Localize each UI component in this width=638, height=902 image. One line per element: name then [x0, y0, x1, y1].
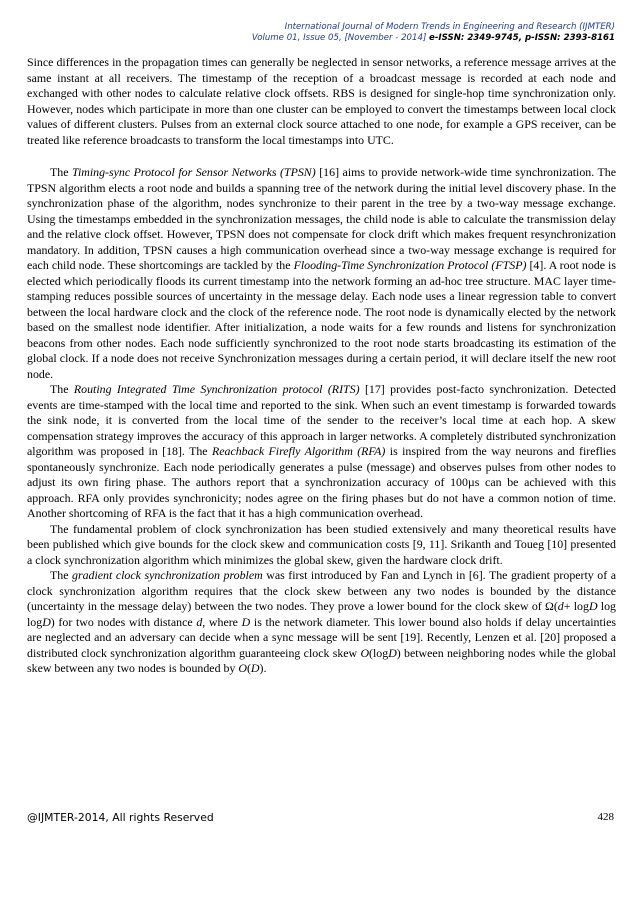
text-run: The [50, 165, 72, 179]
text-run: , where [202, 614, 242, 629]
paragraph-rits-rfa [27, 382, 616, 522]
text-run: is inspired from the way neurons and fireflies spontaneously synchronize. Each node periodically generates a pulse (message) and observes pulses from other nodes to adjust its own firing phase. The authors report that a synchronization accuracy of 100µs can be achieved with this approach. RFA only provides synchronicity; nodes agree on the firing phases but do not have a common notion of time. Another shortcoming of RFA is the fact that it has a high communication overhead. [27, 444, 616, 520]
paragraph-rbs: Since differences in the propagation times can generally be neglected in sensor networks, a reference message arrives at the same instant at all receivers. The timestamp of the reception of a broadcast message is recorded at each node and exchanged with other nodes to calculate relative clock offsets. RBS is designed for single-hop time synchronization only. However, nodes which participate in more than one cluster can be employed to convert the timestamps between local clock values of different clusters. Pulses from an external clock source attached to one node, for example a GPS receiver, can be treated like reference broadcasts to transform the local timestamps into UTC. [27, 55, 616, 147]
text-run: [17] provides post-facto synchronization. Detected events are time-stamped with the local time and reported to the sink. When such an event timestamp is forwarded towards the sink node, it is converted from the local time of the sender to the receiver’s local time at each hop. A skew compensation strategy improves the accuracy of this approach in larger networks. A completely distributed synchronization algorithm was proposed in [18]. The [27, 382, 616, 458]
paragraph-tpsn-ftsp [27, 165, 616, 382]
text-run: The [50, 382, 74, 396]
math-var: O [238, 661, 247, 675]
math-var: O [360, 645, 370, 660]
math-var: D [388, 645, 397, 660]
footer-copyright: @IJMTER-2014, All rights Reserved [27, 811, 214, 824]
body-text [27, 55, 616, 677]
journal-volume-line [252, 33, 615, 44]
math-var: D [250, 661, 260, 675]
text-run: (log [369, 645, 389, 660]
text-run: The [50, 568, 73, 582]
text-run: ) between neighboring nodes while the global skew between any two nodes is bounded by [27, 645, 616, 675]
text-run: [4]. A root node is elected which periodically floods its current timestamp into the network forming an ad-hoc tree structure. MAC layer time-stamping reduces possible sources of uncertainty in the message delay. Each node uses a linear regression table to convert between the local hardware clock and the clock of the reference node. The root node is dynamically elected by the network based on the smallest node identifier. After initialization, a node waits for a few rounds and listens for synchronization beacons from other nodes. Each node sufficiently synchronized to the root node starts broadcasting its estimation of the global clock. If a node does not receive Synchronization messages during a certain period, it will declare itself the new root node. [27, 258, 616, 381]
math-var: d [196, 614, 203, 629]
term-rits: Routing Integrated Time Synchronization protocol (RITS) [73, 382, 360, 396]
text-run: [16] aims to provide network-wide time synchronization. The TPSN algorithm elects a root node and builds a spanning tree of the network during the initial level discovery phase. In the synchronization phase of the algorithm, nodes synchronize to their parent in the tree by a two-way message exchange. Using the timestamps embedded in the synchronization messages, the child node is able to calculate the transmission delay and the relative clock offset. However, TPSN does not compensate for clock drift which makes frequent resynchronization mandatory. In addition, TPSN causes a high communication overhead since a two-way message exchange is required for each child node. These shortcomings are tackled by the [27, 165, 616, 272]
math-var: d [557, 599, 564, 613]
text-run: ). [259, 661, 267, 675]
page-number: 428 [597, 811, 614, 823]
journal-title: International Journal of Modern Trends in Engineering and Research (IJMTER) [284, 22, 615, 32]
math-var: D [588, 599, 598, 613]
text-run: ( [246, 661, 251, 675]
journal-volume: Volume 01, Issue 05, [November - 2014] [251, 33, 430, 43]
journal-issn: e-ISSN: 2349-9745, p-ISSN: 2393-8161 [429, 33, 615, 43]
text-run: log log [27, 599, 617, 629]
paragraph-gradient-sync [27, 568, 616, 677]
term-ftsp: Flooding-Time Synchronization Protocol (FTSP) [293, 258, 527, 272]
text-run: ) for two nodes with distance [50, 614, 197, 629]
text-run: was first introduced by Fan and Lynch in [6]. The gradient property of a clock synchronization algorithm requires that the clock skew between any two nodes is bounded by the distance (uncertainty in the message delay) between the two nodes. They prove a lower bound for the clock skew of Ω( [27, 568, 616, 613]
term-rfa: Reachback Firefly Algorithm (RFA) [211, 444, 386, 458]
text-run: + log [563, 599, 589, 613]
math-var: D [42, 614, 51, 629]
term-tpsn: Timing-sync Protocol for Sensor Networks (TPSN) [72, 165, 316, 179]
text-run: is the network diameter. This lower bound also holds if delay uncertainties are neglected and an adversary can decide when a sync message will be sent [19]. Recently, Lenzen et al. [20] proposed a distributed clock synchronization algorithm guaranteeing clock skew [27, 614, 616, 660]
term-gradient-problem: gradient clock synchronization problem [72, 568, 263, 582]
paragraph-fundamental-problem: The fundamental problem of clock synchronization has been studied extensively and many theoretical results have been published which give bounds for the clock skew and communication costs [9, 11]. Srikanth and Toueg [10] presented a clock synchronization algorithm which minimizes the global skew, given the hardware clock drift. [27, 521, 616, 567]
journal-header [252, 22, 615, 44]
math-var: D [241, 614, 251, 629]
